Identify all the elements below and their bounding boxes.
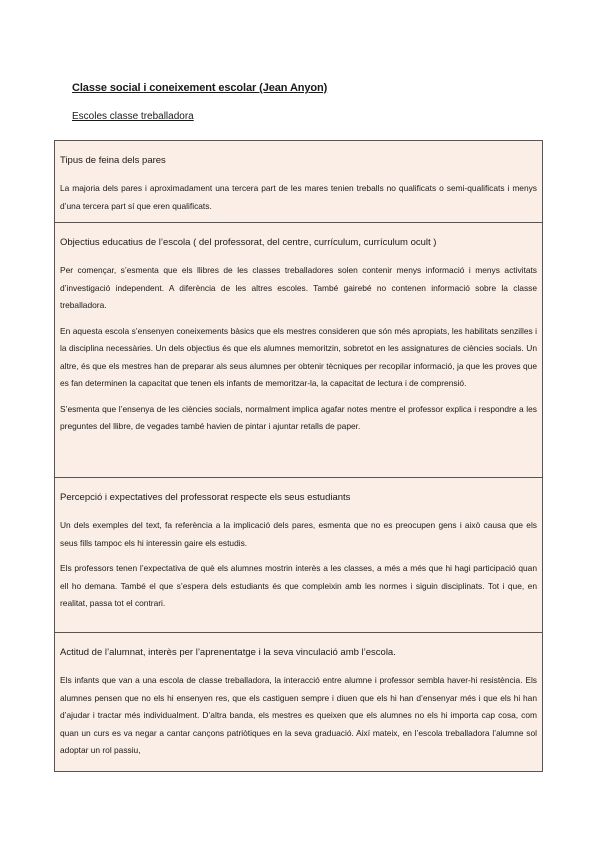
section-heading: Tipus de feina dels pares [60, 155, 166, 166]
section-student-attitude [55, 632, 542, 771]
document-title: Classe social i coneixement escolar (Jean Anyon) [72, 82, 328, 94]
document-subtitle: Escoles classe treballadora [72, 111, 194, 122]
section-heading: Percepció i expectatives del professorat respecte els seus estudiants [60, 492, 351, 503]
section-paragraph: Els infants que van a una escola de classe treballadora, la interacció entre alumne i professor sembla haver-hi resistència. Els alumnes pensen que no els hi ensenyen res, que els castiguen sempre i diuen que els hi han d’ensenyar més i que els hi han d’ajudar i tractar més individualment. D’altra banda, els mestres es queixen que els alumnes no els hi importa cap cosa, com quan un curs es va negar a cantar cançons patriòtiques en la seva graduació. Així mateix, en l’escola treballadora l’alumne sol adoptar un rol passiu, [60, 675, 537, 755]
section-paragraph: S’esmenta que l’ensenya de les ciències socials, normalment implica agafar notes mentre el professor explica i respondre a les preguntes del llibre, de vegades també havien de pintar i ajuntar retalls de paper. [60, 403, 537, 431]
section-paragraph: La majoria dels pares i aproximadament una tercera part de les mares tenien treballs no qualificats o semi-qualificats i menys d’una tercera part sí que eren qualificats. [60, 183, 537, 211]
section-paragraph: En aquesta escola s’ensenyen coneixements bàsics que els mestres consideren que són més apropiats, les habilitats senzilles i la disciplina necessàries. Un dels objectius és que els alumnes memoritzin, sobretot en les assignatures de ciències socials. Un altre, és que els mestres han de preparar als seus alumnes per obtenir tècniques per recopilar informació, ja que les proves que es fan determinen la capacitat que tenen els infants de memoritzar-la, la capacitat de lectura i de comprensió. [60, 325, 537, 388]
section-heading: Actitud de l’alumnat, interès per l’aprenentatge i la seva vinculació amb l’escola. [60, 647, 396, 658]
section-heading: Objectius educatius de l’escola ( del professorat, del centre, currículum, currículum ocult ) [60, 237, 437, 248]
content-table [54, 140, 543, 772]
section-paragraph: Un dels exemples del text, fa referència a la implicació dels pares, esmenta que no es preocupen gens i això causa que els seus fills tampoc els hi interessin gaire els estudis. [60, 520, 537, 548]
section-educational-objectives [55, 222, 542, 477]
section-paragraph: Els professors tenen l’expectativa de què els alumnes mostrin interès a les classes, a més a més que hi hagi participació quan ell ho demana. També el que s’espera dels estudiants és que compleixin amb les normes i siguin disciplinats. Tot i que, en realitat, passa tot el contrari. [60, 563, 537, 608]
section-parents-jobs [55, 141, 542, 222]
section-paragraph: Per començar, s’esmenta que els llibres de les classes treballadores solen contenir menys informació i menys activitats d’investigació independent. A diferència de les altres escoles. També gairebé no contenen informació sobre la classe treballadora. [60, 265, 537, 310]
section-teacher-expectations [55, 477, 542, 632]
